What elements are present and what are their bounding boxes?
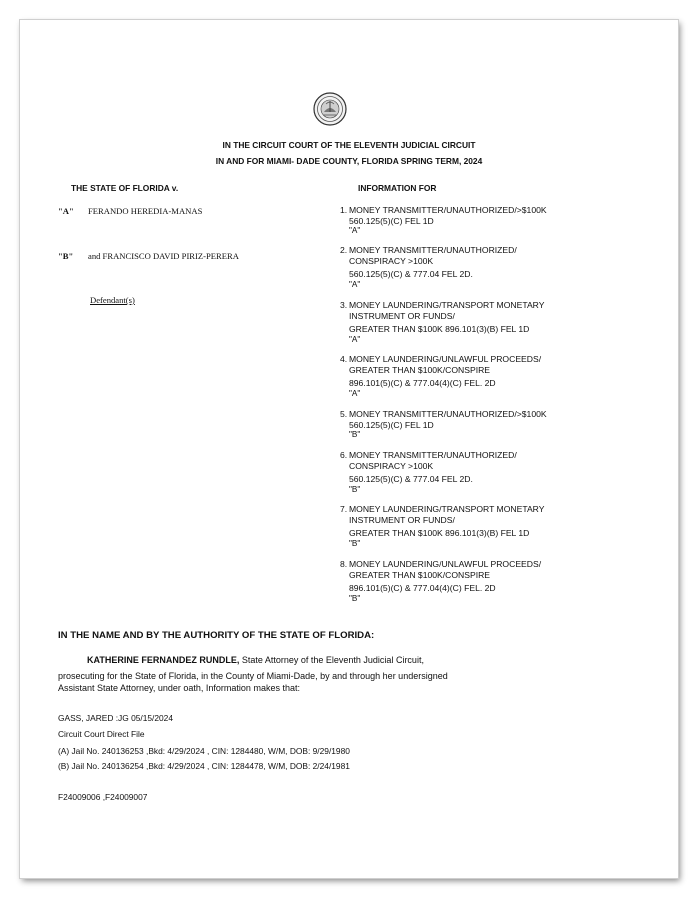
charge-item: [340, 354, 599, 399]
charge-item: [340, 205, 599, 237]
charge-number: 6.: [340, 450, 348, 460]
charge-number: 8.: [340, 559, 348, 569]
court-seal-icon: [313, 92, 347, 126]
charge-statute: GREATER THAN $100K 896.101(3)(B) FEL 1D: [349, 528, 530, 539]
charge-number: 2.: [340, 245, 348, 255]
charge-number: 7.: [340, 504, 348, 514]
charge-defendant: "A": [349, 226, 361, 236]
defendant-b-tag: "B": [58, 251, 74, 261]
charge-line: MONEY LAUNDERING/TRANSPORT MONETARY: [349, 504, 545, 514]
document-page: [20, 20, 678, 878]
charge-defendant: "B": [349, 538, 361, 548]
charge-line: MONEY LAUNDERING/UNLAWFUL PROCEEDS/: [349, 354, 542, 364]
defendant-a-name: FERANDO HEREDIA-MANAS: [88, 206, 203, 216]
charge-line: MONEY TRANSMITTER/UNAUTHORIZED/>$100K: [349, 409, 547, 419]
charge-defendant: "A": [349, 334, 361, 344]
charge-statute: 896.101(5)(C) & 777.04(4)(C) FEL. 2D: [349, 583, 496, 594]
charge-defendant: "A": [349, 388, 361, 398]
court-title-line2: IN AND FOR MIAMI- DADE COUNTY, FLORIDA SPRING TERM, 2024: [215, 156, 483, 166]
charge-number: 1.: [340, 205, 348, 215]
charge-line: 560.125(5)(C) FEL 1D: [349, 419, 434, 430]
charge-item: [340, 559, 599, 604]
charge-line: GREATER THAN $100K/CONSPIRE: [349, 569, 491, 580]
charge-number: 3.: [340, 300, 348, 310]
charge-line: MONEY TRANSMITTER/UNAUTHORIZED/: [349, 450, 517, 460]
case-numbers: F24009006 ,F24009007: [58, 792, 148, 802]
charge-line: MONEY TRANSMITTER/UNAUTHORIZED/: [349, 245, 517, 255]
defendants-label: Defendant(s): [90, 295, 135, 305]
charge-number: 4.: [340, 354, 348, 364]
jail-record-b: (B) Jail No. 240136254 ,Bkd: 4/29/2024 , CIN: 1284478, W/M, DOB: 2/24/1981: [58, 761, 350, 771]
state-caption: THE STATE OF FLORIDA v.: [71, 183, 179, 193]
charge-defendant: "A": [349, 279, 361, 289]
jail-record-a: (A) Jail No. 240136253 ,Bkd: 4/29/2024 , CIN: 1284480, W/M, DOB: 9/29/1980: [58, 746, 350, 756]
defendant-b-name: and FRANCISCO DAVID PIRIZ-PERERA: [88, 251, 239, 261]
authority-line2: prosecuting for the State of Florida, in the County of Miami-Dade, by and through her undersigned: [58, 671, 448, 681]
charge-line: INSTRUMENT OR FUNDS/: [349, 310, 455, 321]
charge-defendant: "B": [349, 593, 361, 603]
court-title-line1: IN THE CIRCUIT COURT OF THE ELEVENTH JUDICIAL CIRCUIT: [222, 140, 476, 150]
charge-item: [340, 504, 599, 549]
charge-line: 560.125(5)(C) FEL 1D: [349, 215, 434, 226]
charge-defendant: "B": [349, 430, 361, 440]
authority-heading: IN THE NAME AND BY THE AUTHORITY OF THE STATE OF FLORIDA:: [58, 630, 375, 641]
defendant-a-tag: "A": [58, 206, 74, 216]
charge-line: INSTRUMENT OR FUNDS/: [349, 514, 455, 525]
charge-statute: 896.101(5)(C) & 777.04(4)(C) FEL. 2D: [349, 378, 496, 389]
attorney-title: State Attorney of the Eleventh Judicial Circuit,: [239, 655, 424, 665]
information-for-heading: INFORMATION FOR: [358, 183, 437, 193]
filing-type: Circuit Court Direct File: [58, 729, 145, 739]
charge-item: [340, 409, 599, 441]
authority-line1: [87, 655, 424, 665]
charge-line: CONSPIRACY >100K: [349, 255, 434, 266]
prosecutor-line: GASS, JARED :JG 05/15/2024: [58, 713, 173, 723]
charge-item: [340, 245, 599, 290]
charge-number: 5.: [340, 409, 348, 419]
charge-line: CONSPIRACY >100K: [349, 460, 434, 471]
charge-line: MONEY LAUNDERING/UNLAWFUL PROCEEDS/: [349, 559, 542, 569]
charge-item: [340, 450, 599, 495]
charge-statute: 560.125(5)(C) & 777.04 FEL 2D.: [349, 474, 473, 485]
charge-line: GREATER THAN $100K/CONSPIRE: [349, 364, 491, 375]
charge-item: [340, 300, 599, 345]
charge-statute: 560.125(5)(C) & 777.04 FEL 2D.: [349, 269, 473, 280]
charge-statute: GREATER THAN $100K 896.101(3)(B) FEL 1D: [349, 324, 530, 335]
charge-defendant: "B": [349, 484, 361, 494]
authority-line3: Assistant State Attorney, under oath, Information makes that:: [58, 683, 300, 693]
charge-line: MONEY TRANSMITTER/UNAUTHORIZED/>$100K: [349, 205, 547, 215]
charge-line: MONEY LAUNDERING/TRANSPORT MONETARY: [349, 300, 545, 310]
attorney-name: KATHERINE FERNANDEZ RUNDLE,: [87, 655, 240, 665]
